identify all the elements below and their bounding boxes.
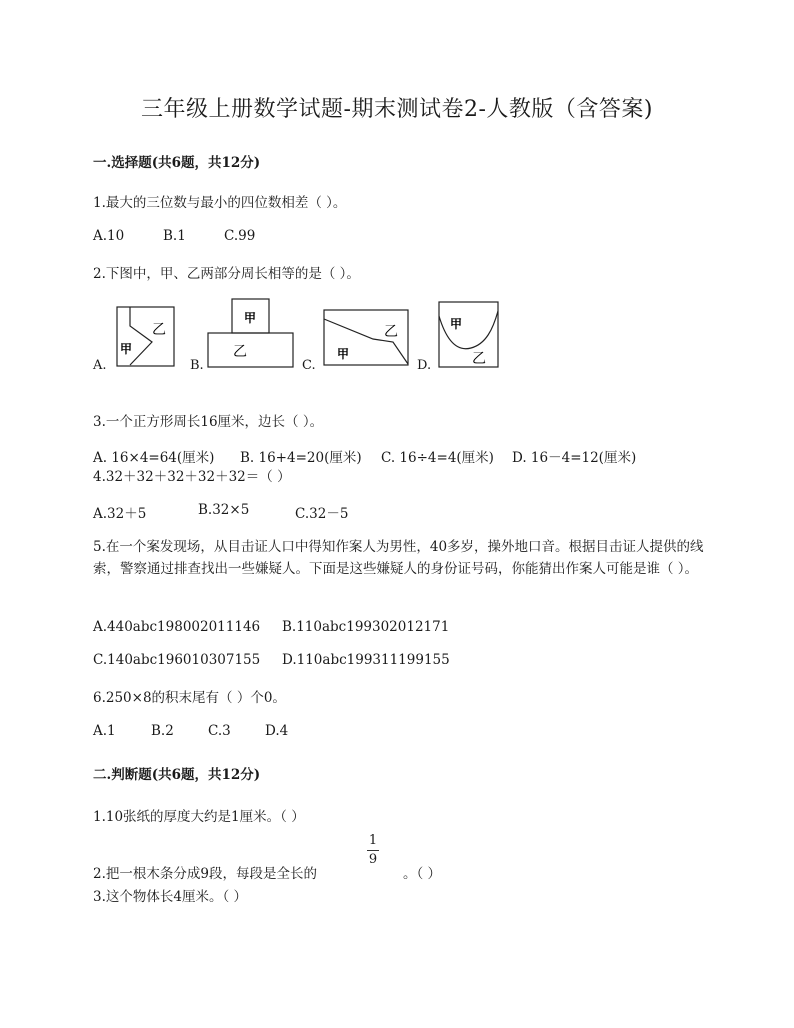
figure-b [207,298,295,369]
q4-option-b: B.32×5 [198,502,250,518]
figure-c-jia: 甲 [337,347,350,361]
q3-option-b: B. 16+4=20(厘米) [240,450,362,466]
figure-label-a: A. [93,358,107,373]
q1-option-b: B.1 [163,228,186,244]
figure-b-jia: 甲 [244,311,257,325]
figure-c-yi: 乙 [384,324,398,340]
figure-d-yi: 乙 [472,351,486,367]
figure-label-b: B. [190,358,204,373]
figure-d-jia: 甲 [450,317,463,331]
question-1-4: 4.32＋32＋32＋32＋32＝（ ） [93,469,291,485]
question-1-6: 6.250×8的积末尾有（ ）个0。 [93,690,286,706]
question-1-1: 1.最大的三位数与最小的四位数相差（ ）。 [93,195,347,211]
figure-label-d: D. [417,358,432,373]
figure-a-yi: 乙 [152,322,166,338]
q6-option-c: C.3 [208,723,231,739]
q5-option-c: C.140abc196010307155 [93,652,261,668]
fraction-denominator: 9 [368,852,378,867]
question-2-2-tail: 。（ ） [403,866,442,882]
figure-a [116,306,176,368]
q4-option-c: C.32－5 [295,506,349,522]
figure-b-yi: 乙 [233,344,247,360]
figure-label-c: C. [302,358,316,373]
q5-option-d: D.110abc199311199155 [282,652,450,668]
figure-d [438,301,500,369]
fraction-numerator: 1 [368,833,378,848]
q6-option-b: B.2 [151,723,174,739]
question-2-1: 1.10张纸的厚度大约是1厘米。（ ） [93,809,305,825]
q1-option-c: C.99 [224,228,256,244]
q3-option-c: C. 16÷4=4(厘米) [381,450,494,466]
q3-option-a: A. 16×4=64(厘米) [93,450,215,466]
q1-option-a: A.10 [93,228,125,244]
section-1-heading: 一.选择题(共6题，共12分) [93,155,261,171]
question-1-3: 3.一个正方形周长16厘米，边长（ ）。 [93,414,324,430]
figure-a-jia: 甲 [120,342,133,356]
q5-option-a: A.440abc198002011146 [93,619,261,635]
section-2-heading: 二.判断题(共6题，共12分) [93,767,261,783]
question-1-2: 2.下图中，甲、乙两部分周长相等的是（ ）。 [93,266,360,282]
question-1-5: 5.在一个案发现场，从目击证人口中得知作案人为男性，40多岁，操外地口音。根据目击证人提供的线索，警察通过排查找出一些嫌疑人。下面是这些嫌疑人的身份证号码，你能猜出作案人可能是谁（ ）。 [93,539,704,577]
q6-option-d: D.4 [265,723,289,739]
page-title: 三年级上册数学试题-期末测试卷2-人教版（含答案) [141,97,653,122]
fraction-bar [367,850,379,851]
q6-option-a: A.1 [93,723,116,739]
fraction-one-ninth [367,834,379,867]
q3-option-d: D. 16－4=12(厘米) [512,450,637,466]
question-2-3: 3.这个物体长4厘米。（ ） [93,889,248,905]
q5-option-b: B.110abc199302012171 [282,619,450,635]
question-2-2-text: 2.把一根木条分成9段，每段是全长的 [93,866,317,882]
figure-c [323,309,410,367]
q4-option-a: A.32＋5 [93,506,147,522]
